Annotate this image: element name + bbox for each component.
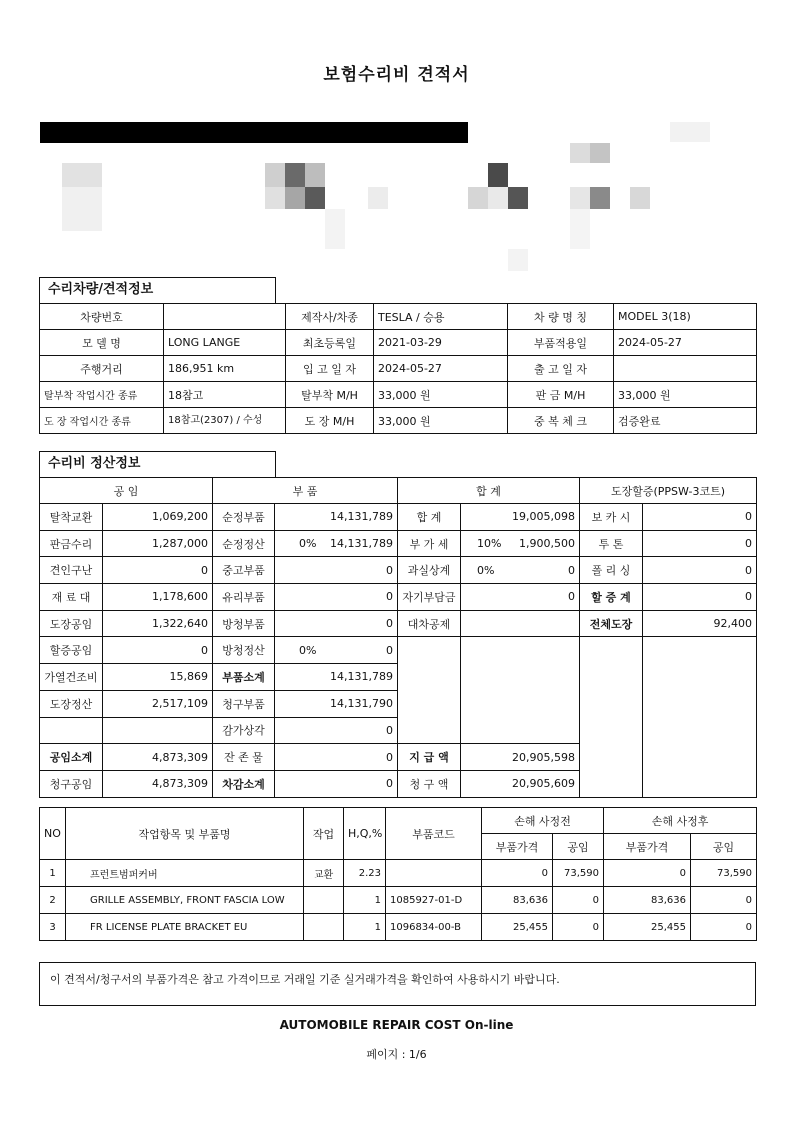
table-row: [40, 557, 757, 584]
labor-value: 1,069,200: [103, 504, 213, 531]
paint-value: 0: [643, 557, 757, 584]
labor-label: 판금수리: [40, 530, 103, 557]
notice-box: 이 견적서/청구서의 부품가격은 참고 가격이므로 거래일 기준 실거래가격을 확인하여 사용하시기 바랍니다.: [39, 962, 756, 1006]
paint-value: 0: [643, 584, 757, 611]
parts-amount: 14,131,789: [330, 510, 393, 524]
table-row: [40, 860, 757, 887]
table-row: [40, 304, 757, 330]
field-label: 부품적용일: [508, 330, 614, 356]
header-paint: 도장할증(PPSW-3코트): [580, 478, 757, 504]
parts-value: [275, 530, 398, 557]
field-label: 중 복 체 크: [508, 408, 614, 434]
field-label: 차량번호: [40, 304, 164, 330]
total-amount: 19,005,098: [512, 510, 575, 524]
parts-value: [275, 584, 398, 611]
parts-amount: 0: [386, 617, 393, 631]
field-value: 2021-03-29: [374, 330, 508, 356]
table-row: [40, 382, 757, 408]
total-label: 합 계: [398, 504, 461, 531]
parts-value: [275, 717, 398, 744]
table-row: [40, 637, 757, 664]
labor-value: 4,873,309: [103, 770, 213, 797]
item-hq: 1: [344, 887, 386, 914]
paint-label: 보 카 시: [580, 504, 643, 531]
field-label: 입 고 일 자: [286, 356, 374, 382]
item-no: 1: [40, 860, 66, 887]
labor-value: 1,178,600: [103, 584, 213, 611]
labor-label: 청구공임: [40, 770, 103, 797]
labor-value: 2,517,109: [103, 690, 213, 717]
field-label: 주행거리: [40, 356, 164, 382]
parts-value: [275, 690, 398, 717]
col-name: 작업항목 및 부품명: [66, 808, 304, 860]
parts-amount: 0: [386, 563, 393, 577]
labor-value: 1,287,000: [103, 530, 213, 557]
field-value: [614, 356, 757, 382]
field-label: 모 델 명: [40, 330, 164, 356]
field-label: 탈부착 M/H: [286, 382, 374, 408]
total-value: 20,905,598: [461, 744, 580, 771]
item-name: 프런트범퍼커버: [66, 860, 304, 887]
paint-value: 92,400: [643, 610, 757, 637]
labor-value: 0: [103, 557, 213, 584]
vehicle-info-table: [39, 303, 757, 434]
item-name: GRILLE ASSEMBLY, FRONT FASCIA LOW: [66, 887, 304, 914]
col-work: 작업: [304, 808, 344, 860]
field-label: 판 금 M/H: [508, 382, 614, 408]
table-row: [40, 356, 757, 382]
paint-label: 전체도장: [580, 610, 643, 637]
total-value: [461, 557, 580, 584]
settlement-heading: 수리비 정산정보: [39, 451, 276, 477]
labor-value: [103, 717, 213, 744]
parts-label: 부품소계: [213, 664, 275, 691]
item-name: FR LICENSE PLATE BRACKET EU: [66, 914, 304, 941]
total-amount: 0: [568, 590, 575, 604]
field-value: 18참고: [164, 382, 286, 408]
blank-cell: [461, 637, 580, 744]
col-after-labor: 공임: [691, 834, 757, 860]
item-after-price: 25,455: [604, 914, 691, 941]
field-value: TESLA / 승용: [374, 304, 508, 330]
field-value: 33,000 원: [374, 382, 508, 408]
item-after-price: 0: [604, 860, 691, 887]
labor-label: 공임소계: [40, 744, 103, 771]
item-before-price: 83,636: [482, 887, 553, 914]
parts-rate: 0%: [299, 643, 317, 657]
item-after-labor: 73,590: [691, 860, 757, 887]
paint-value: 0: [643, 530, 757, 557]
paint-label: 폴 리 싱: [580, 557, 643, 584]
table-row: [40, 610, 757, 637]
item-after-price: 83,636: [604, 887, 691, 914]
settlement-table: [39, 477, 757, 798]
parts-value: [275, 504, 398, 531]
labor-label: 가열건조비: [40, 664, 103, 691]
parts-value: [275, 770, 398, 797]
item-code: 1085927-01-D: [386, 887, 482, 914]
total-value: [461, 584, 580, 611]
paint-label: 투 톤: [580, 530, 643, 557]
total-rate: 10%: [477, 537, 502, 551]
col-before-price: 부품가격: [482, 834, 553, 860]
item-before-price: 0: [482, 860, 553, 887]
col-code: 부품코드: [386, 808, 482, 860]
vehicle-info-heading: 수리차량/견적정보: [39, 277, 276, 303]
parts-amount: 0: [386, 750, 393, 764]
col-after: 손해 사정후: [604, 808, 757, 834]
table-row: [40, 330, 757, 356]
field-label: 출 고 일 자: [508, 356, 614, 382]
item-hq: 2.23: [344, 860, 386, 887]
labor-label: 도장공임: [40, 610, 103, 637]
parts-amount: 0: [386, 643, 393, 657]
field-value: 2024-05-27: [374, 356, 508, 382]
item-before-labor: 0: [553, 914, 604, 941]
total-label: 부 가 세: [398, 530, 461, 557]
parts-amount: 0: [386, 723, 393, 737]
item-after-labor: 0: [691, 887, 757, 914]
parts-label: 중고부품: [213, 557, 275, 584]
header-parts: 부 품: [213, 478, 398, 504]
header-labor: 공 임: [40, 478, 213, 504]
total-value: [461, 504, 580, 531]
table-row: [40, 504, 757, 531]
parts-amount: 14,131,789: [330, 670, 393, 684]
labor-value: 1,322,640: [103, 610, 213, 637]
total-label: 대차공제: [398, 610, 461, 637]
blank-cell: [643, 637, 757, 797]
col-before-labor: 공임: [553, 834, 604, 860]
parts-label: 순정정산: [213, 530, 275, 557]
field-label: 도 장 작업시간 종류: [40, 408, 164, 434]
field-value: 2024-05-27: [614, 330, 757, 356]
parts-label: 순정부품: [213, 504, 275, 531]
labor-label: 도장정산: [40, 690, 103, 717]
total-label: 과실상계: [398, 557, 461, 584]
labor-value: 0: [103, 637, 213, 664]
item-no: 3: [40, 914, 66, 941]
item-work: [304, 887, 344, 914]
header-total: 합 계: [398, 478, 580, 504]
table-row: [40, 914, 757, 941]
field-label: 최초등록일: [286, 330, 374, 356]
parts-value: [275, 744, 398, 771]
page-indicator: 페이지 : 1/6: [366, 1048, 427, 1061]
labor-value: 4,873,309: [103, 744, 213, 771]
parts-label: 방청정산: [213, 637, 275, 664]
table-row: [40, 478, 757, 504]
item-hq: 1: [344, 914, 386, 941]
parts-label: 유리부품: [213, 584, 275, 611]
field-value: 18참고(2307) / 수성: [164, 408, 286, 434]
labor-label: 탈착교환: [40, 504, 103, 531]
items-table: [39, 807, 757, 941]
col-hq: H,Q,%: [344, 808, 386, 860]
document-title: 보험수리비 견적서: [323, 65, 470, 85]
footer-brand: AUTOMOBILE REPAIR COST On-line: [279, 1018, 514, 1032]
labor-value: 15,869: [103, 664, 213, 691]
field-label: 도 장 M/H: [286, 408, 374, 434]
field-label: 제작사/차종: [286, 304, 374, 330]
paint-value: 0: [643, 504, 757, 531]
parts-value: [275, 637, 398, 664]
item-work: 교환: [304, 860, 344, 887]
col-after-price: 부품가격: [604, 834, 691, 860]
field-value: 33,000 원: [374, 408, 508, 434]
parts-label: 감가상각: [213, 717, 275, 744]
table-row: [40, 408, 757, 434]
total-amount: 0: [568, 563, 575, 577]
parts-label: 청구부품: [213, 690, 275, 717]
item-work: [304, 914, 344, 941]
total-label: 자기부담금: [398, 584, 461, 611]
field-label: 탈부착 작업시간 종류: [40, 382, 164, 408]
parts-label: 잔 존 물: [213, 744, 275, 771]
parts-value: [275, 610, 398, 637]
blank-cell: [580, 637, 643, 797]
col-before: 손해 사정전: [482, 808, 604, 834]
field-value: 186,951 km: [164, 356, 286, 382]
field-value: LONG LANGE: [164, 330, 286, 356]
item-code: 1096834-00-B: [386, 914, 482, 941]
table-row: [40, 530, 757, 557]
item-before-labor: 73,590: [553, 860, 604, 887]
parts-amount: 14,131,789: [330, 537, 393, 551]
table-row: [40, 584, 757, 611]
labor-label: 견인구난: [40, 557, 103, 584]
total-value: 20,905,609: [461, 770, 580, 797]
blank-cell: [398, 637, 461, 744]
item-before-labor: 0: [553, 887, 604, 914]
parts-label: 차감소계: [213, 770, 275, 797]
labor-label: [40, 717, 103, 744]
table-row: [40, 887, 757, 914]
field-value: [164, 304, 286, 330]
item-code: [386, 860, 482, 887]
total-rate: 0%: [477, 563, 495, 577]
redaction-bar: [40, 122, 468, 143]
parts-amount: 0: [386, 777, 393, 791]
paint-label: 할 증 계: [580, 584, 643, 611]
parts-value: [275, 664, 398, 691]
field-value: 검증완료: [614, 408, 757, 434]
field-value: MODEL 3(18): [614, 304, 757, 330]
labor-label: 재 료 대: [40, 584, 103, 611]
parts-value: [275, 557, 398, 584]
field-label: 차 량 명 칭: [508, 304, 614, 330]
total-value: [461, 610, 580, 637]
field-value: 33,000 원: [614, 382, 757, 408]
item-after-labor: 0: [691, 914, 757, 941]
total-value: [461, 530, 580, 557]
total-amount: 1,900,500: [519, 537, 575, 551]
total-label: 지 급 액: [398, 744, 461, 771]
parts-rate: 0%: [299, 537, 317, 551]
col-no: NO: [40, 808, 66, 860]
parts-amount: 14,131,790: [330, 697, 393, 711]
total-label: 청 구 액: [398, 770, 461, 797]
labor-label: 할증공임: [40, 637, 103, 664]
item-before-price: 25,455: [482, 914, 553, 941]
parts-amount: 0: [386, 590, 393, 604]
item-no: 2: [40, 887, 66, 914]
parts-label: 방청부품: [213, 610, 275, 637]
